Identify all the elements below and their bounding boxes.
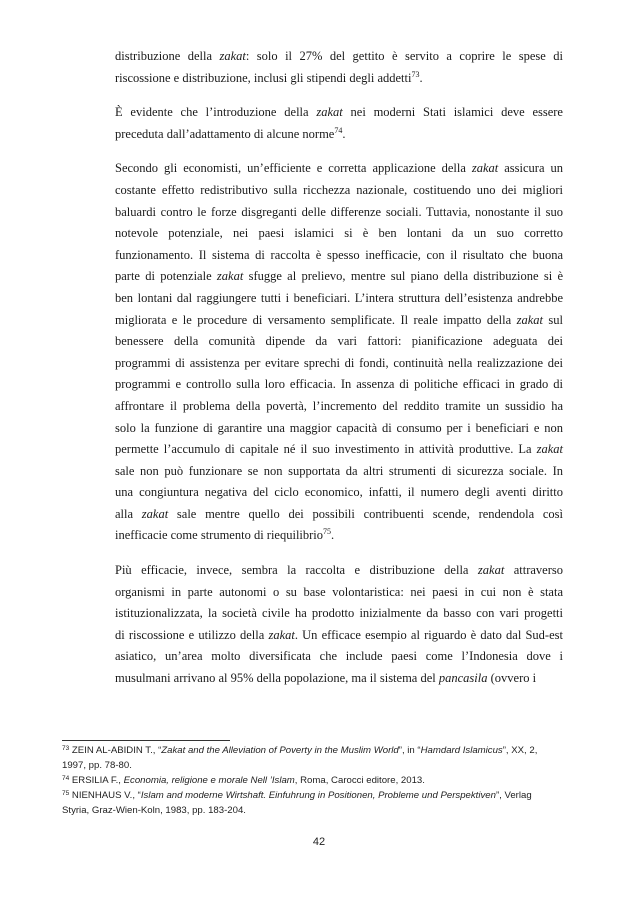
italic-term: pancasila [438,671,488,686]
text-line [115,582,563,604]
paragraph [115,158,563,547]
text-run: NIENHAUS V., “ [69,790,141,801]
text-line [115,668,563,690]
text-run: parte di potenziale [115,269,217,284]
text-line [115,46,563,68]
text-line [115,439,563,461]
text-line [115,124,563,146]
text-run: distribuzione della [115,49,220,63]
footnote-marker: 73 [411,69,420,79]
text-run: organismi in parte autonomi o su base volontaristica: nei paesi in cui non è stata [115,584,563,599]
text-run: È evidente che l’introduzione della [115,105,317,120]
text-run: sale mentre quello dei possibili contribuenti scende, rendendola così [168,506,563,521]
italic-term: Zakat and the Alleviation of Poverty in the Muslim World [161,745,399,756]
italic-term: zakat [216,269,244,284]
text-run: . [342,126,346,141]
page-number: 42 [312,836,326,848]
text-line [115,396,563,418]
text-line [115,646,563,668]
text-run: , Roma, Carocci editore, 2013. [294,775,425,786]
footnote-marker: 74 [62,775,70,782]
text-run: Secondo gli economisti, un’efficiente e corretta applicazione della [115,161,472,176]
text-line [115,603,563,625]
text-line [115,288,563,310]
paragraph [115,46,563,89]
text-line [115,374,563,396]
text-run: sfugge al prelievo, mentre sul piano della distribuzione si è [243,269,563,284]
italic-term: zakat [268,627,295,642]
text-run: 1997, pp. 78-80. [62,760,132,771]
text-line [115,158,563,180]
text-line [115,525,563,547]
text-line [115,418,563,440]
text-run: ben lontani dal raggiungere tutti i beneficiari. L’intera struttura dell’esistenza andrebbe [115,290,563,305]
text-run: (ovvero i [487,671,537,686]
text-run: migliorata e le procedure di versamento semplificate. Il reale impatto della [115,312,517,327]
text-line [115,560,563,582]
text-run: attraverso [504,563,563,578]
text-run: istituzionalizzata, la società civile ha prodotto inizialmente da basso con vari progetti [115,606,563,621]
text-run: riscossione e distribuzione, inclusi gli stipendi degli addetti [115,70,412,85]
text-run: di riscossione e utilizzo della [115,627,269,642]
footnote-line [62,758,572,773]
footnote-line [62,788,572,803]
text-line [115,266,563,288]
text-line [115,504,563,526]
footnote-line [62,803,572,818]
italic-term: Hamdard Islamicus [420,745,503,756]
text-run: solo la funzione di garantire una maggior capacità di consumo per i beneficiari e non [115,420,563,435]
italic-term: zakat [516,312,543,327]
text-line [115,180,563,202]
text-line [115,482,563,504]
text-line [115,223,563,245]
text-line [115,310,563,332]
text-line [115,461,563,483]
text-run: affrontare il problema della povertà, l’incremento del reddito tramite un sussidio ha [115,398,563,413]
text-run: . [331,528,335,543]
text-run: Styria, Graz-Wien-Koln, 1983, pp. 183-204. [62,805,246,816]
text-line [115,68,563,90]
italic-term: zakat [219,49,246,63]
footnote-marker: 73 [62,745,70,752]
text-run: costante effetto redistributivo sulla ricchezza nazionale, costituendo uno dei migliori [115,182,563,197]
text-run: programmi di assistenza per evitare sprechi di fondi, continuità nella realizzazione dei [115,355,563,370]
text-run: baluardi contro le forze disgreganti delle differenze sociali. Tuttavia, nonostante il suo [115,204,563,219]
text-run: alla [115,506,142,521]
text-run: funzionamento. Il sistema di raccolta è spesso inefficacie, con il risultato che buona [115,247,563,262]
text-run: ”, Verlag [495,790,532,801]
text-run: ZEIN AL-ABIDIN T., “ [69,745,162,756]
text-run: asiatico, un’area molto diversificata che include paesi come l’Indonesia dove i [115,649,563,664]
text-run: una congiuntura negativa del ciclo economico, infatti, il numero degli aventi diritto [115,485,563,500]
text-run: ”, in “ [398,745,421,756]
text-run: sale non può funzionare se non supportata da altri strumenti di sicurezza sociale. In [115,463,563,478]
italic-term: zakat [316,105,343,120]
text-run: assicura un [498,161,563,176]
text-run: : solo il 27% del gettito è servito a coprire le spese di [245,49,563,63]
italic-term: Islam and moderne Wirtshaft. Einfuhrung in Positionen, Probleme und Perspektiven [140,790,496,801]
footnote-marker: 75 [62,790,70,797]
text-line [115,331,563,353]
paragraph [115,102,563,145]
text-run: inefficacie come strumento di riequilibrio [115,528,324,543]
footnote-line [62,773,572,788]
italic-term: Economia, religione e morale Nell ’Islam [123,775,295,786]
text-line [115,202,563,224]
text-run: notevole potenziale, nei paesi islamici si è ben lontani da un suo corretto [115,226,563,241]
text-run: programmi e controllo sulla loro efficacia. In assenza di politiche efficaci in grado di [115,377,563,392]
italic-term: zakat [536,442,563,457]
text-run: sul [542,312,564,327]
footnote-marker: 75 [323,527,332,537]
footnote-separator [62,740,230,741]
text-run: preceduta dall’adattamento di alcune norme [115,126,335,141]
text-line [115,245,563,267]
text-run: permette l’accumulo di capitale né il suo investimento in attività produttive. La [115,442,537,457]
paragraph [115,560,563,690]
italic-term: zakat [141,506,169,521]
text-run: nei moderni Stati islamici deve essere [342,105,563,120]
text-line [115,353,563,375]
footnote-marker: 74 [334,125,343,135]
footnotes [62,743,572,818]
text-run: ”, XX, 2, [502,745,538,756]
text-run: . [419,70,423,85]
text-line [115,625,563,647]
footnote-line [62,743,572,758]
italic-term: zakat [477,563,505,578]
text-run: musulmani arrivano al 95% della popolazione, ma il sistema del [115,671,439,686]
text-run: ERSILIA F., [69,775,124,786]
text-run: . Un efficace esempio al riguardo è dato dal Sud-est [294,627,563,642]
body-text [115,46,563,703]
text-run: benessere della comunità dipende da vari fattori: pianificazione adeguata dei [115,334,563,349]
italic-term: zakat [471,161,499,176]
text-run: Più efficacie, invece, sembra la raccolta e distribuzione della [115,563,478,578]
text-line [115,102,563,124]
